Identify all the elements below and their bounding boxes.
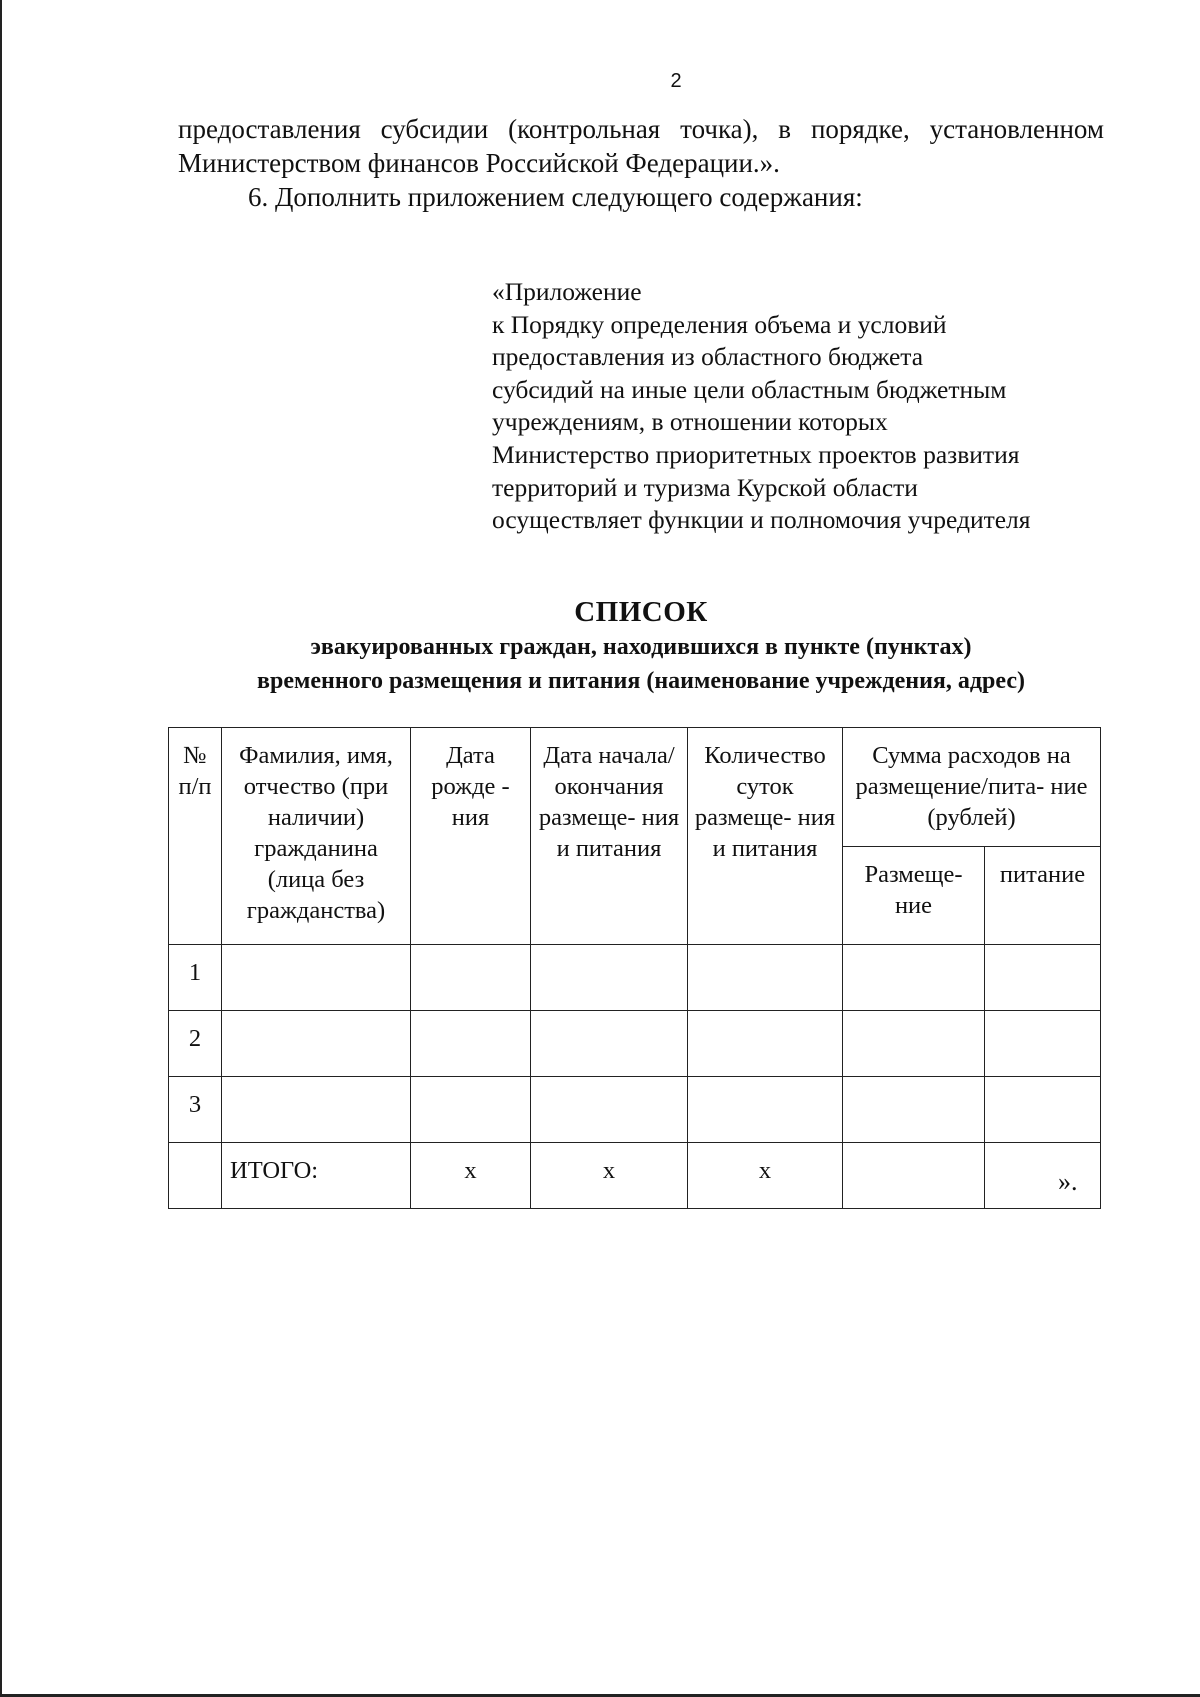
- cell-birth: [411, 1011, 531, 1077]
- table-total-row: [169, 1143, 1101, 1209]
- cell-food: [985, 1011, 1101, 1077]
- header-expense-sum: Сумма расходов на размещение/пита- ние (рублей): [843, 728, 1101, 847]
- header-lodging: Размеще- ние: [843, 847, 985, 945]
- appendix-line: осуществляет функции и полномочия учредителя: [492, 505, 1031, 535]
- total-food: [985, 1143, 1101, 1209]
- cell-lodging: [843, 945, 985, 1011]
- list-title: СПИСОК: [574, 596, 708, 628]
- cell-lodging: [843, 1077, 985, 1143]
- cell-birth: [411, 1077, 531, 1143]
- table-header-row: [169, 728, 1101, 847]
- cell-lodging: [843, 1011, 985, 1077]
- header-days-count: Количество суток размеще- ния и питания: [688, 728, 843, 945]
- header-food: питание: [985, 847, 1101, 945]
- appendix-line: к Порядку определения объема и условий: [492, 309, 947, 339]
- cell-birth: [411, 945, 531, 1011]
- total-dates: х: [531, 1143, 688, 1209]
- total-label: ИТОГО:: [222, 1143, 411, 1209]
- cell-dates: [531, 945, 688, 1011]
- cell-num: 1: [169, 945, 222, 1011]
- appendix-line: территорий и туризма Курской области: [492, 472, 918, 502]
- table-row: [169, 1011, 1101, 1077]
- list-subtitle-line: временного размещения и питания (наименование учреждения, адрес): [257, 668, 1025, 694]
- body-paragraph-continuation: предоставления субсидии (контрольная точка), в порядке, установленном Министерством финансов Российской Федерации.».: [178, 114, 1104, 178]
- cell-dates: [531, 1011, 688, 1077]
- cell-name: [222, 945, 411, 1011]
- cell-name: [222, 1077, 411, 1143]
- header-birth-date: Дата рожде - ния: [411, 728, 531, 945]
- appendix-header-block: [492, 276, 1031, 537]
- total-lodging: [843, 1143, 985, 1209]
- header-stay-dates: Дата начала/ окончания размеще- ния и питания: [531, 728, 688, 945]
- cell-name: [222, 1011, 411, 1077]
- cell-food: [985, 1077, 1101, 1143]
- scan-border-left: [0, 0, 2, 1697]
- table-row: [169, 1077, 1101, 1143]
- closing-quote-mark: ».: [1058, 1167, 1078, 1196]
- appendix-line: учреждениям, в отношении которых: [492, 407, 888, 437]
- appendix-line: Министерство приоритетных проектов развития: [492, 439, 1020, 469]
- page-number: 2: [670, 70, 682, 92]
- appendix-line: «Приложение: [492, 277, 642, 306]
- appendix-line: субсидий на иные цели областным бюджетным: [492, 374, 1007, 404]
- header-full-name: Фамилия, имя, отчество (при наличии) гражданина (лица без гражданства): [222, 728, 411, 945]
- total-num: [169, 1143, 222, 1209]
- cell-days: [688, 1077, 843, 1143]
- cell-days: [688, 1011, 843, 1077]
- cell-food: [985, 945, 1101, 1011]
- evacuees-table: [168, 727, 1101, 1209]
- list-subtitle-line: эвакуированных граждан, находившихся в пункте (пунктах): [310, 634, 972, 660]
- cell-num: 3: [169, 1077, 222, 1143]
- header-num: № п/п: [169, 728, 222, 945]
- cell-dates: [531, 1077, 688, 1143]
- total-birth: х: [411, 1143, 531, 1209]
- cell-days: [688, 945, 843, 1011]
- table-row: [169, 945, 1101, 1011]
- total-days: х: [688, 1143, 843, 1209]
- body-paragraph-item-6: 6. Дополнить приложением следующего содержания:: [248, 182, 863, 212]
- cell-num: 2: [169, 1011, 222, 1077]
- appendix-line: предоставления из областного бюджета: [492, 342, 924, 372]
